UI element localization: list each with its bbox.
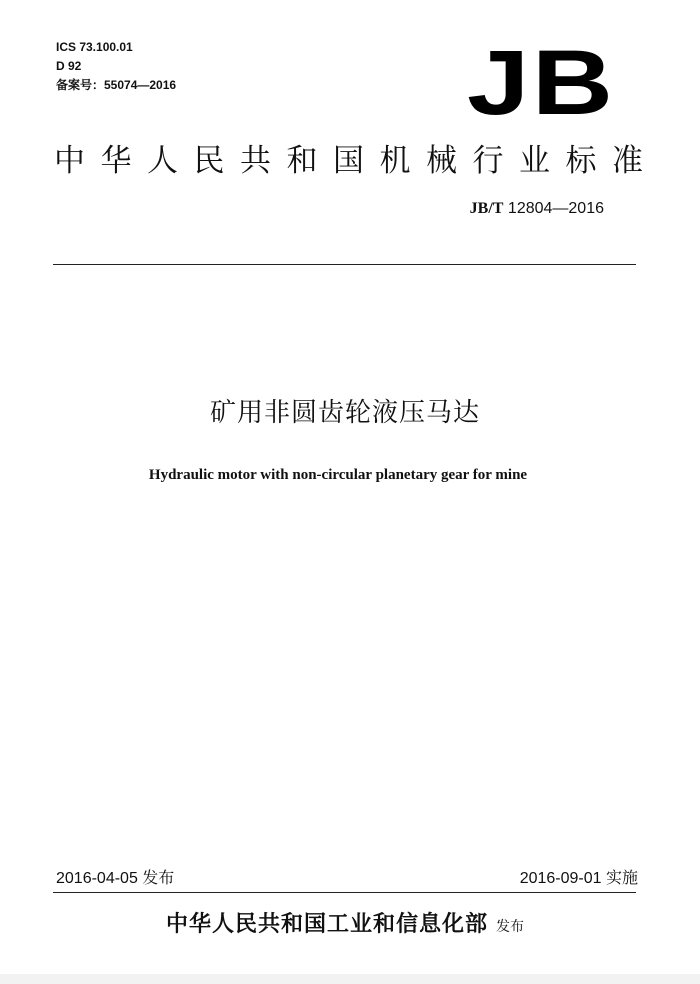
- classification-code: D 92: [56, 59, 82, 73]
- publisher-suffix: 发布: [496, 919, 524, 935]
- standard-category-title: 中华人民共和国机械行业标准: [54, 143, 659, 179]
- publisher: [0, 911, 690, 941]
- top-divider: [53, 264, 636, 265]
- bottom-divider: [53, 892, 636, 893]
- record-number: 备案号：55074—2016: [56, 78, 177, 92]
- issue-date: 2016-04-05 发布: [56, 870, 175, 887]
- publisher-organization: 中华人民共和国工业和信息化部: [165, 912, 488, 937]
- document-title-chinese: 矿用非圆齿轮液压马达: [209, 398, 480, 428]
- standard-number-value: 12804—2016: [503, 200, 604, 217]
- implementation-date: 2016-09-01 实施: [519, 870, 638, 887]
- document-metadata: [56, 38, 176, 95]
- standard-number-prefix: JB/T: [469, 200, 504, 217]
- standard-number: [470, 199, 604, 219]
- document-title-english: Hydraulic motor with non-circular planetary gear for mine: [148, 467, 528, 483]
- page-footer-band: [0, 974, 700, 984]
- jb-logo: JB: [467, 32, 616, 134]
- ics-code: ICS 73.100.01: [56, 40, 133, 54]
